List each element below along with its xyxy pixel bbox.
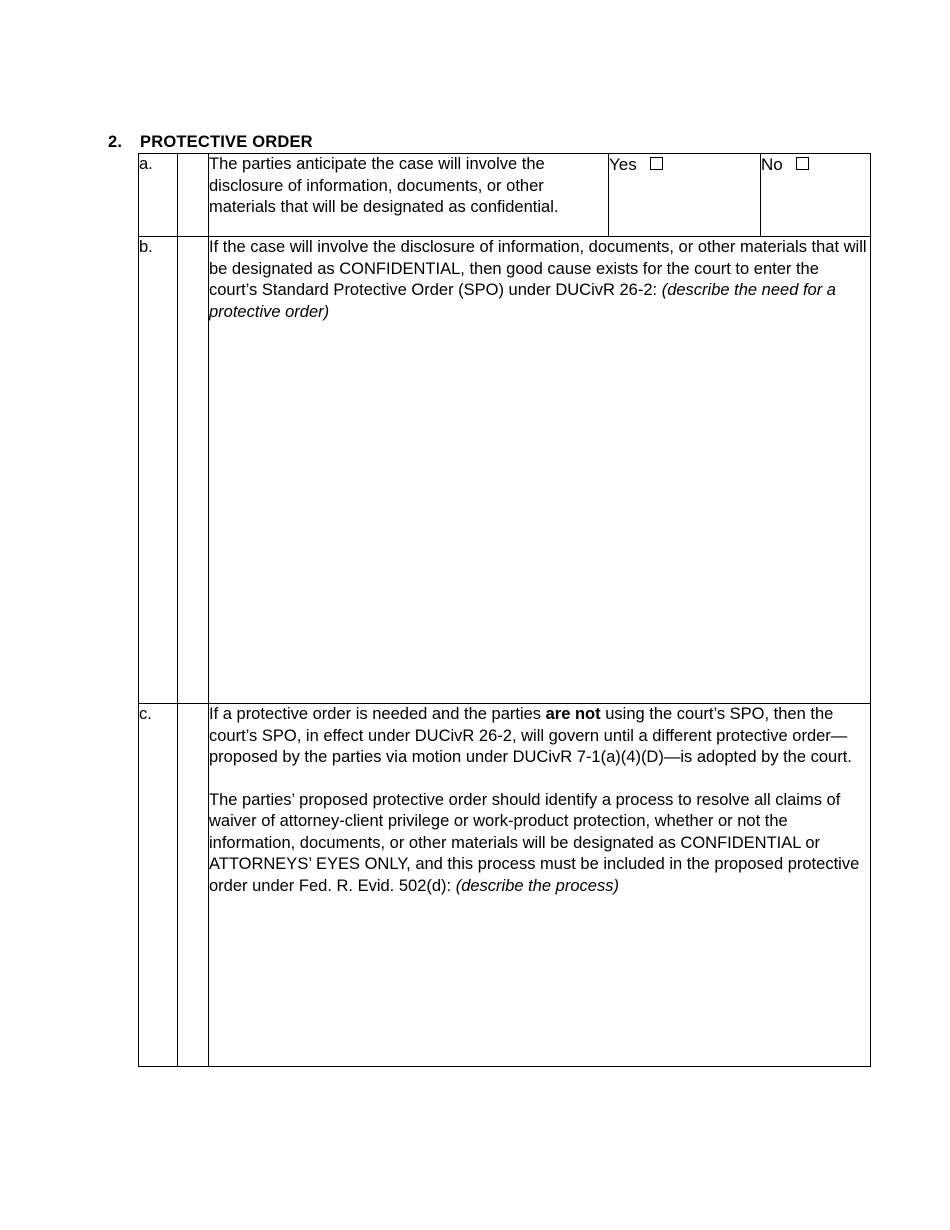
row-c-para2-instruction: (describe the process) <box>455 876 619 895</box>
row-a-no-cell[interactable] <box>761 154 871 237</box>
no-checkbox[interactable] <box>796 157 809 170</box>
row-a-yes-cell[interactable] <box>609 154 761 237</box>
row-a-spacer-cell <box>178 154 209 237</box>
yes-label: Yes <box>609 154 637 174</box>
no-label: No <box>761 154 783 174</box>
page-title <box>108 133 313 152</box>
row-b-text <box>209 237 870 323</box>
protective-order-table <box>138 153 871 1067</box>
row-c-answer-area[interactable] <box>209 704 871 1067</box>
row-b-text-instruction: (describe the need for a protective order) <box>209 281 836 321</box>
table-row <box>139 704 871 1067</box>
row-c-paragraph-2 <box>209 790 870 898</box>
row-c-spacer-cell <box>178 704 209 1067</box>
row-letter-b: b. <box>139 237 178 704</box>
row-letter-a: a. <box>139 154 178 237</box>
table-row <box>139 237 871 704</box>
row-b-answer-area[interactable] <box>209 237 871 704</box>
table-row <box>139 154 871 237</box>
row-b-text-lead: If the case will involve the disclosure of information, documents, or other materials that will be designated as CONFIDENTIAL, then good cause exists for the court to enter the court’s Standard Protective Order (SPO) under DUCivR 26-2: <box>209 238 867 299</box>
row-b-spacer-cell <box>178 237 209 704</box>
row-a-text: The parties anticipate the case will involve the disclosure of information, documents, or other materials that will be designated as confidential. <box>209 154 609 237</box>
row-letter-c: c. <box>139 704 178 1067</box>
row-c-paragraph-1 <box>209 704 870 769</box>
section-title: PROTECTIVE ORDER <box>140 133 313 151</box>
row-c-para1-part2: using the court’s SPO, then the court’s SPO, in effect under DUCivR 26-2, will govern until a different protective order—proposed by the parties via motion under DUCivR 7-1(a)(4)(D)—is adopted by the court. <box>209 705 852 766</box>
row-c-para2-lead: The parties’ proposed protective order should identify a process to resolve all claims of waiver of attorney-client privilege or work-product protection, whether or not the information, documents, or other materials will be designated as CONFIDENTIAL or ATTORNEYS’ EYES ONLY, and this process must be included in the proposed protective order under Fed. R. Evid. 502(d): <box>209 790 860 895</box>
row-c-para1-emphasis: are not <box>545 705 601 723</box>
yes-checkbox[interactable] <box>650 157 663 170</box>
row-c-para1-part1: If a protective order is needed and the parties <box>209 705 546 723</box>
section-number: 2. <box>108 133 123 151</box>
